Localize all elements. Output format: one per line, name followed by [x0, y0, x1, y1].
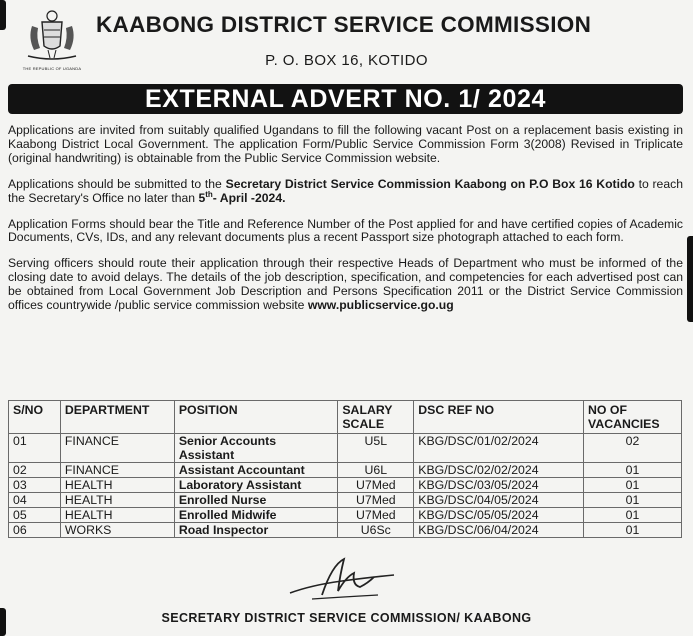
cell-vacancies: 01	[584, 508, 682, 523]
cell-department: WORKS	[60, 523, 174, 538]
deadline-month-year: - April -2024.	[212, 190, 286, 205]
cell-ref: KBG/DSC/03/05/2024	[414, 478, 584, 493]
paragraph-serving-officers	[8, 257, 683, 313]
table-row	[9, 434, 682, 463]
cell-sno: 06	[9, 523, 61, 538]
cell-department: HEALTH	[60, 508, 174, 523]
cell-department: FINANCE	[60, 463, 174, 478]
cell-sno: 03	[9, 478, 61, 493]
table-header-row	[9, 401, 682, 434]
cell-ref: KBG/DSC/01/02/2024	[414, 434, 584, 463]
cell-sno: 05	[9, 508, 61, 523]
cell-scale: U6L	[338, 463, 414, 478]
paragraph-requirements: Application Forms should bear the Title and Reference Number of the Post applied for and have certified copies of Academic Documents, CVs, IDs, and any relevant documents plus a recent Passport size photograph attached to each form.	[8, 216, 683, 245]
cell-vacancies: 01	[584, 523, 682, 538]
header-salary-scale: SALARY SCALE	[338, 401, 414, 434]
table-row	[9, 523, 682, 538]
cell-sno: 04	[9, 493, 61, 508]
cell-ref: KBG/DSC/04/05/2024	[414, 493, 584, 508]
table-row	[9, 478, 682, 493]
cell-vacancies: 01	[584, 463, 682, 478]
header-position: POSITION	[174, 401, 338, 434]
cell-vacancies: 02	[584, 434, 682, 463]
cell-position: Laboratory Assistant	[174, 478, 338, 493]
advert-banner: EXTERNAL ADVERT NO. 1/ 2024	[8, 84, 683, 114]
submission-address: Secretary District Service Commission Kaabong on P.O Box 16 Kotido	[225, 176, 635, 191]
header-ref-no: DSC REF NO	[414, 401, 584, 434]
cell-scale: U7Med	[338, 508, 414, 523]
cell-position: Enrolled Midwife	[174, 508, 338, 523]
cell-position: Road Inspector	[174, 523, 338, 538]
crest-caption: THE REPUBLIC OF UGANDA	[22, 66, 82, 71]
cell-scale: U7Med	[338, 478, 414, 493]
cell-position: Assistant Accountant	[174, 463, 338, 478]
deadline-day: 5	[198, 190, 206, 205]
cell-position: Enrolled Nurse	[174, 493, 338, 508]
signatory-title: SECRETARY DISTRICT SERVICE COMMISSION/ KAABONG	[161, 611, 532, 625]
table-row	[9, 493, 682, 508]
cell-vacancies: 01	[584, 478, 682, 493]
cell-sno: 01	[9, 434, 61, 463]
cell-sno: 02	[9, 463, 61, 478]
paragraph-submission	[8, 178, 683, 206]
left-edge-mark-top	[0, 0, 6, 30]
advert-body	[8, 124, 683, 325]
cell-scale: U6Sc	[338, 523, 414, 538]
submission-text-2: to reach the Secretary's Office no later than	[8, 176, 683, 205]
cell-ref: KBG/DSC/02/02/2024	[414, 463, 584, 478]
submission-text-1: Applications should be submitted to the	[8, 176, 226, 191]
paragraph-invitation: Applications are invited from suitably qualified Ugandans to fill the following vacant Post on a replacement basis existing in Kaabong District Local Government. The application Form/Public Service Commission Form 3(2008) Revised in Triplicate (original handwriting) is obtainable from the Public Service Commission website.	[8, 123, 683, 165]
right-edge-mark	[687, 236, 693, 322]
cell-ref: KBG/DSC/05/05/2024	[414, 508, 584, 523]
header-sno: S/NO	[9, 401, 61, 434]
cell-department: FINANCE	[60, 434, 174, 463]
header-department: DEPARTMENT	[60, 401, 174, 434]
serving-officers-text: Serving officers should route their application through their respective Heads of Department who must be informed of the closing date to avoid delays. The details of the job description, specification, and competencies for each advertised post can be obtained from Local Government Job Description and Persons Specification 2011 or the District Service Commission offices countrywide /public service commission website	[8, 256, 683, 313]
deadline-day-suffix: th	[205, 189, 213, 199]
vacancies-table	[8, 400, 682, 538]
cell-scale: U7Med	[338, 493, 414, 508]
cell-ref: KBG/DSC/06/04/2024	[414, 523, 584, 538]
table-row	[9, 463, 682, 478]
cell-department: HEALTH	[60, 478, 174, 493]
table-row	[9, 508, 682, 523]
organization-address: P. O. BOX 16, KOTIDO	[265, 52, 428, 69]
cell-scale: U5L	[338, 434, 414, 463]
header-vacancies: NO OF VACANCIES	[584, 401, 682, 434]
cell-position: Senior Accounts Assistant	[174, 434, 338, 463]
cell-department: HEALTH	[60, 493, 174, 508]
cell-vacancies: 01	[584, 493, 682, 508]
signature-image	[282, 555, 402, 605]
website-link[interactable]: www.publicservice.go.ug	[307, 298, 454, 313]
organization-title: KAABONG DISTRICT SERVICE COMMISSION	[96, 12, 592, 37]
